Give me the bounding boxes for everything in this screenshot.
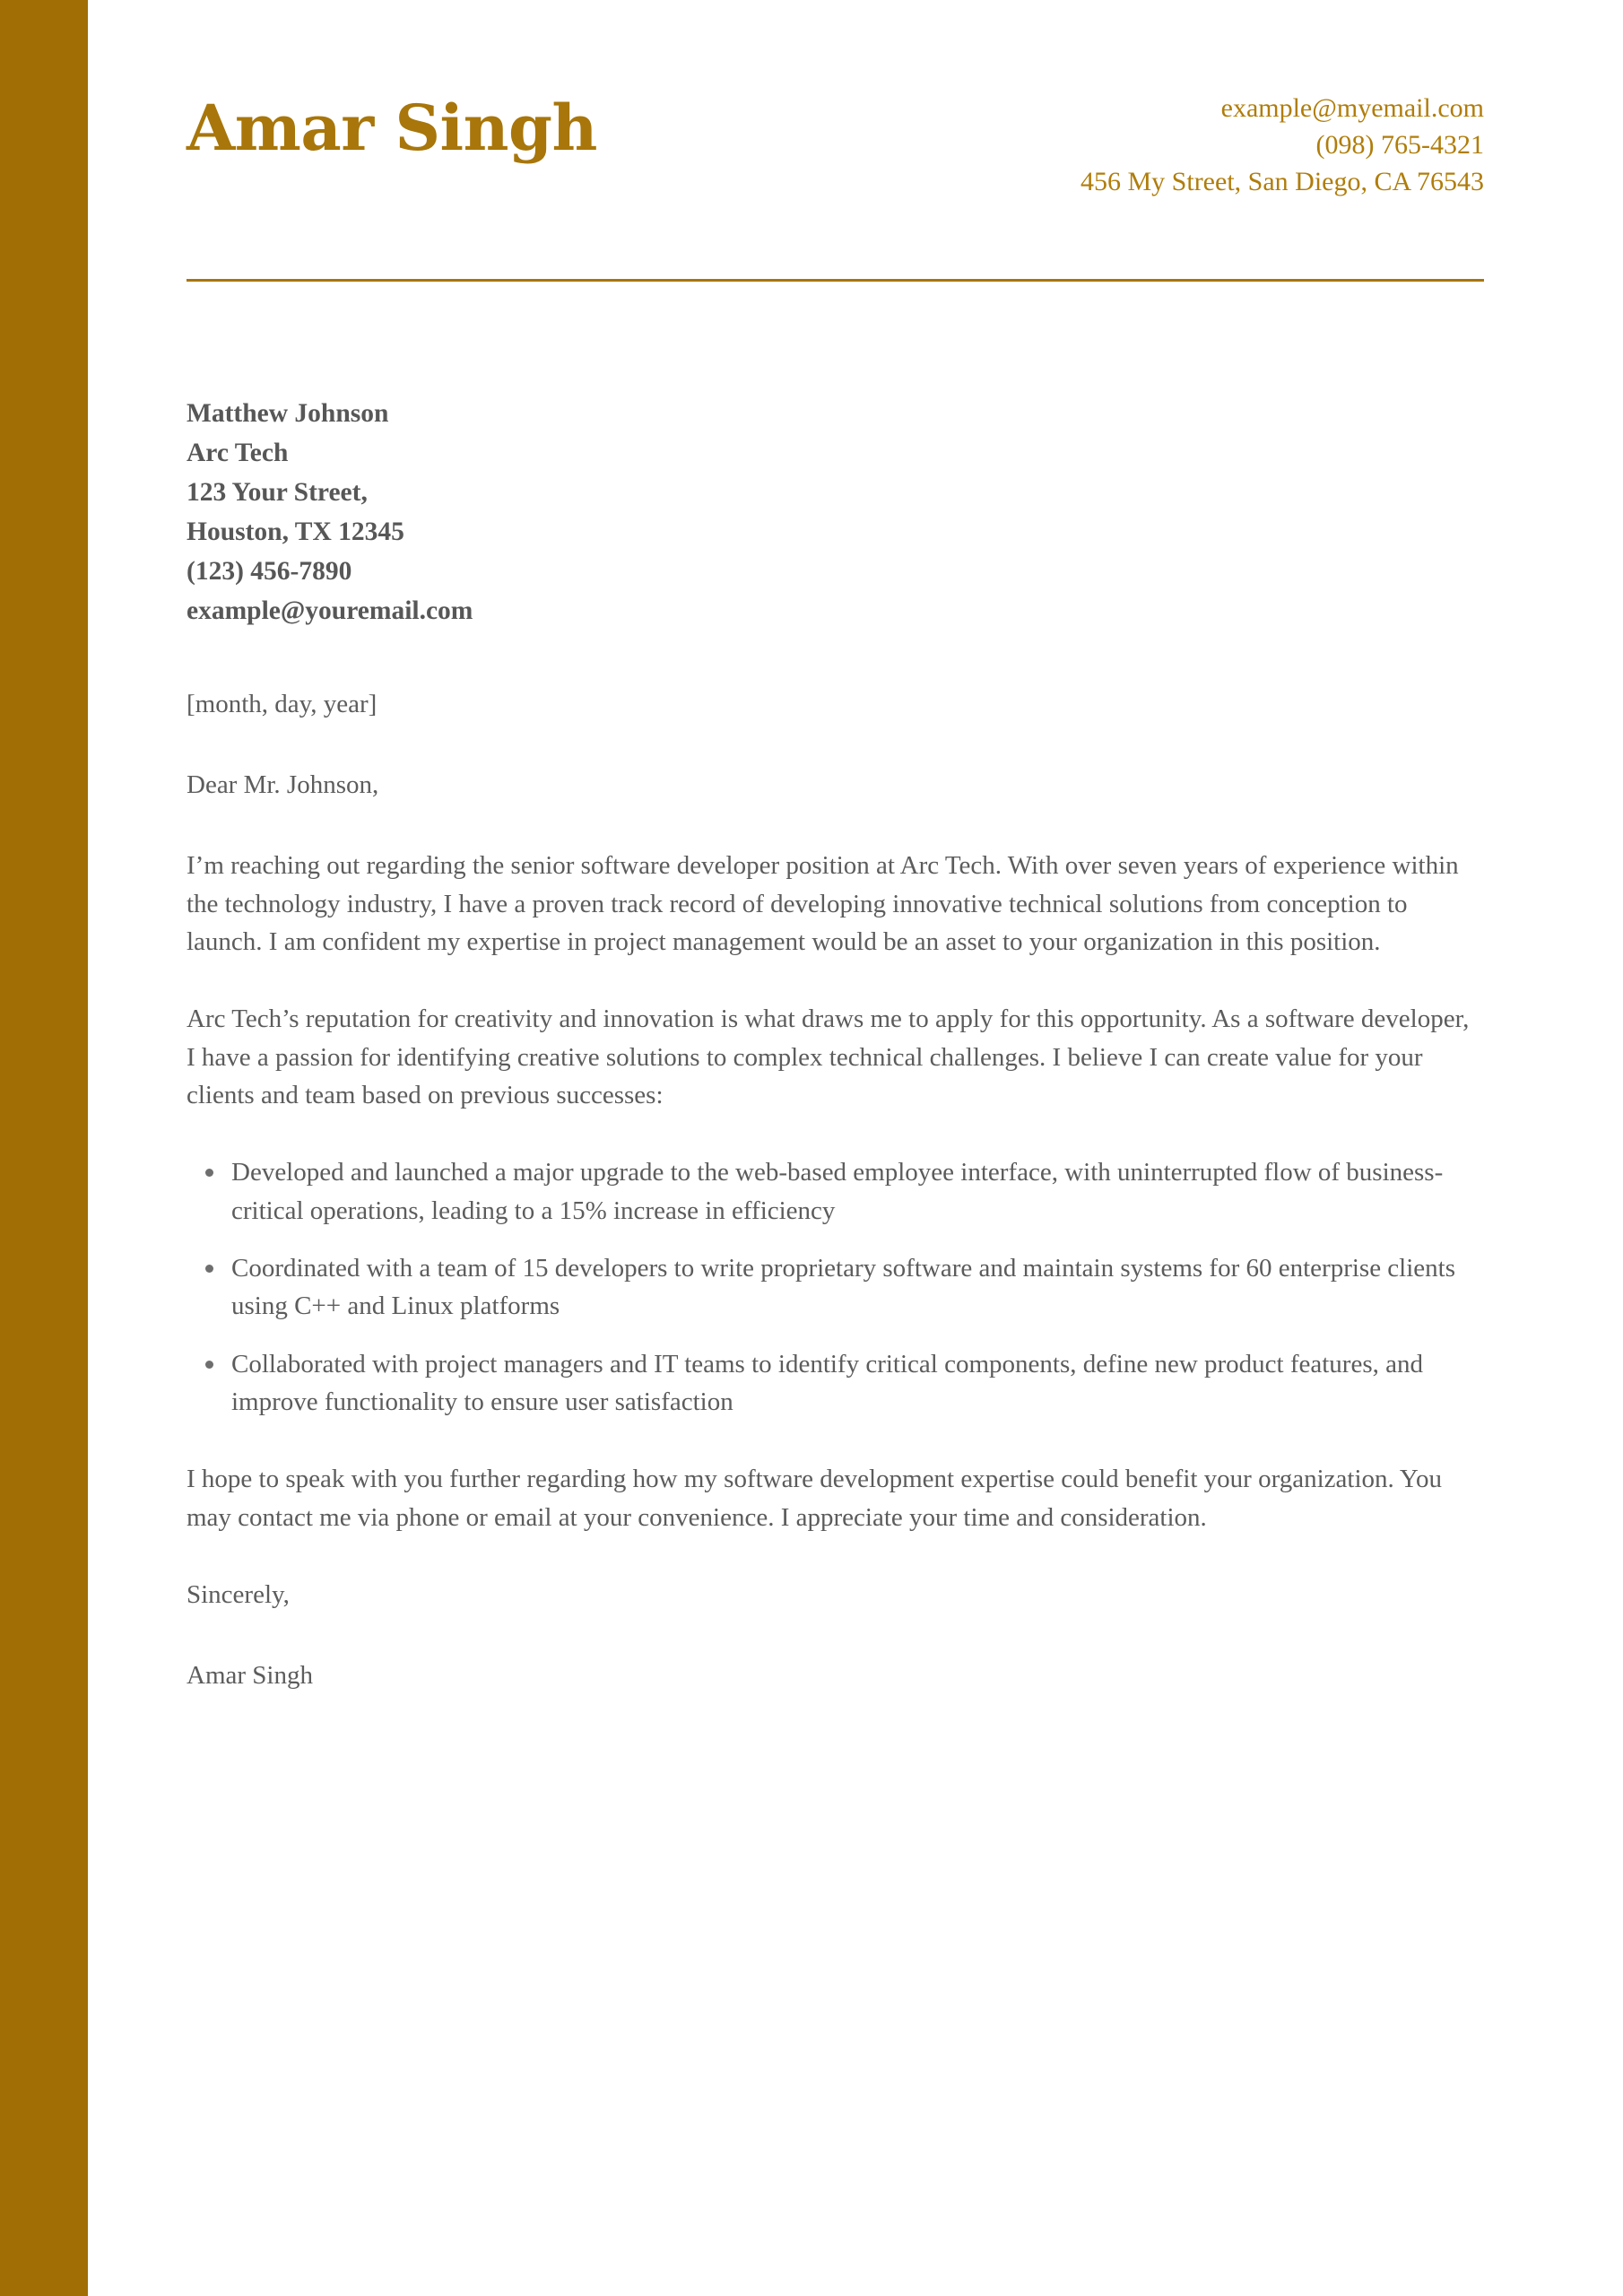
bullet-icon bbox=[205, 1169, 213, 1177]
letter-salutation: Dear Mr. Johnson, bbox=[187, 770, 379, 800]
achievement-text: Collaborated with project managers and IT teams to identify critical components, define new product features, and improve functionality to ensure user satisfaction bbox=[231, 1349, 1423, 1416]
recipient-street: 123 Your Street, bbox=[187, 477, 368, 507]
document-content bbox=[187, 0, 1484, 224]
left-accent-bar bbox=[0, 0, 88, 2296]
document-page bbox=[88, 0, 1623, 2296]
contact-email: example@myemail.com bbox=[1220, 93, 1484, 123]
header-divider bbox=[187, 279, 1484, 282]
list-item bbox=[187, 1345, 1484, 1422]
achievements-list bbox=[187, 1153, 1484, 1421]
list-item bbox=[187, 1153, 1484, 1230]
letter-signoff: Sincerely, bbox=[187, 1579, 290, 1609]
recipient-phone: (123) 456-7890 bbox=[187, 556, 352, 586]
achievement-text: Developed and launched a major upgrade to the web-based employee interface, with uninterrupted flow of business-critical operations, leading to a 15% increase in efficiency bbox=[231, 1158, 1444, 1225]
bullet-icon bbox=[205, 1265, 213, 1273]
recipient-address-block bbox=[187, 395, 1484, 631]
bullet-icon bbox=[205, 1361, 213, 1369]
contact-address: 456 My Street, San Diego, CA 76543 bbox=[1081, 167, 1484, 197]
achievement-text: Coordinated with a team of 15 developers to write proprietary software and maintain systems for 60 enterprise clients using C++ and Linux platforms bbox=[231, 1254, 1456, 1321]
letter-paragraph-1: I’m reaching out regarding the senior software developer position at Arc Tech. With over seven years of experience within the technology industry, I have a proven track record of developing innovative technical solutions from conception to launch. I am confident my expertise in project management would be an asset to your organization in this position. bbox=[187, 851, 1459, 957]
contact-phone: (098) 765-4321 bbox=[1315, 130, 1484, 161]
recipient-name: Matthew Johnson bbox=[187, 399, 389, 428]
applicant-name: Amar Singh bbox=[187, 91, 597, 165]
letter-date: [month, day, year] bbox=[187, 689, 378, 718]
recipient-city-state-zip: Houston, TX 12345 bbox=[187, 517, 404, 546]
list-item bbox=[187, 1249, 1484, 1326]
contact-info-block bbox=[1081, 90, 1484, 200]
recipient-company: Arc Tech bbox=[187, 438, 289, 467]
letter-signature-name: Amar Singh bbox=[187, 1661, 313, 1691]
letter-body bbox=[187, 395, 1484, 1695]
letterhead bbox=[187, 0, 1484, 224]
recipient-email: example@youremail.com bbox=[187, 596, 473, 625]
letter-closing-paragraph: I hope to speak with you further regarding how my software development expertise could benefit your organization. You may contact me via phone or email at your convenience. I appreciate your time and consideration. bbox=[187, 1465, 1442, 1532]
letter-paragraph-2: Arc Tech’s reputation for creativity and innovation is what draws me to apply for this opportunity. As a software developer, I have a passion for identifying creative solutions to complex technical challenges. I believe I can create value for your clients and team based on previous successes: bbox=[187, 1004, 1470, 1110]
